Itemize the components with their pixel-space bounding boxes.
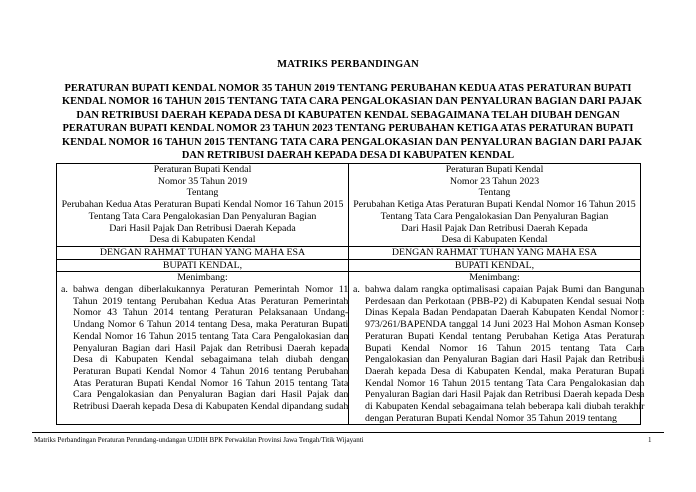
- right-item-line: Perdesaan dan Perkotaan (PBB-P2) di Kabupaten Kendal sesuai Nota: [365, 295, 645, 307]
- left-item-line: Undang Nomor 6 Tahun 2014 tentang Desa, maka Peraturan Bupati: [73, 319, 349, 331]
- right-header-line: Peraturan Bupati Kendal: [445, 164, 544, 175]
- right-item-line: Dinas Kepala Badan Pendapatan Daerah Kabupaten Kendal Nomor :: [365, 307, 645, 319]
- footer-divider: [32, 432, 664, 433]
- right-header-line: Perubahan Ketiga Atas Peraturan Bupati Kendal Nomor 16 Tahun 2015: [353, 199, 636, 211]
- left-item-line: Cara Pengalokasian dan Penyaluran Bagian dari Hasil Pajak dan: [73, 389, 349, 401]
- right-header-cell: [349, 164, 641, 247]
- left-header-line: Tentang Tata Cara Pengalokasian Dan Penyaluran Bagian: [88, 210, 317, 222]
- table-row: [57, 259, 641, 272]
- right-header-line: Nomor 23 Tahun 2023: [449, 175, 540, 187]
- page-number: 1: [648, 436, 652, 444]
- right-item-line: Kendal Nomor 16 Tahun 2015 tentang Tata Cara Pengalokasian dan: [365, 377, 645, 389]
- left-item-line: Tahun 2019 tentang Perubahan Kedua Atas Peraturan Pemerintah: [73, 295, 349, 307]
- left-item-line: Penyaluran Bagian dari Hasil Pajak dan Retribusi Daerah kepada: [73, 342, 349, 354]
- left-header-line: Dari Hasil Pajak Dan Retribusi Daerah Kepada: [109, 222, 296, 234]
- right-item-line: dengan Peraturan Bupati Kendal Nomor 35 Tahun 2019 tentang: [365, 412, 617, 424]
- left-item-line: bahwa dengan diberlakukannya Peraturan Pemerintah Nomor 11: [73, 284, 349, 296]
- left-header-line: Peraturan Bupati Kendal: [153, 164, 252, 175]
- left-rahmat-cell: DENGAN RAHMAT TUHAN YANG MAHA ESA: [57, 246, 349, 259]
- left-menimbang-item: [61, 284, 349, 413]
- left-header-line: Nomor 35 Tahun 2019: [157, 175, 248, 187]
- right-header-line: Dari Hasil Pajak Dan Retribusi Daerah Kepada: [401, 222, 588, 234]
- heading-line: KENDAL NOMOR 16 TAHUN 2015 TENTANG TATA CARA PENGALOKASIAN DAN PENYALURAN BAGIAN DARI PAJAK: [62, 136, 643, 148]
- right-item-line: Pengalokasian dan Penyaluran Bagian dari Hasil Pajak dan Retribusi: [365, 354, 645, 366]
- left-header-line: Perubahan Kedua Atas Peraturan Bupati Kendal Nomor 16 Tahun 2015: [61, 199, 344, 211]
- left-item-line: Peraturan Bupati Kendal Nomor 4 Tahun 2016 tentang Perubahan: [73, 365, 349, 377]
- left-item-line: Nomor 43 Tahun 2014 tentang Peraturan Pelaksanaan Undang-: [73, 307, 349, 319]
- document-heading: [62, 82, 643, 162]
- table-row: [57, 272, 641, 425]
- right-header-line: Tentang: [478, 187, 511, 199]
- left-header-line: Desa di Kabupaten Kendal: [149, 234, 256, 246]
- right-item-line: 973/261/BAPENDA tanggal 14 Juni 2023 Hal Mohon Asman Konsep: [365, 319, 645, 331]
- heading-line: PERATURAN BUPATI KENDAL NOMOR 35 TAHUN 2019 TENTANG PERUBAHAN KEDUA ATAS PERATURAN BUPATI: [64, 83, 632, 94]
- table-row: [57, 164, 641, 247]
- left-item-line: Retribusi Daerah kepada Desa di Kabupaten Kendal dipandang sudah: [73, 401, 349, 413]
- right-header-line: Tentang Tata Cara Pengalokasian Dan Penyaluran Bagian: [380, 210, 609, 222]
- right-rahmat-cell: DENGAN RAHMAT TUHAN YANG MAHA ESA: [349, 246, 641, 259]
- right-menimbang-item: [353, 284, 645, 424]
- heading-line: PERATURAN BUPATI KENDAL NOMOR 23 TAHUN 2023 TENTANG PERUBAHAN KETIGA ATAS PERATURAN BUPATI: [62, 123, 634, 135]
- right-item-number: a.: [353, 284, 360, 296]
- left-header-line: Tentang: [186, 187, 219, 199]
- right-bupati-cell: BUPATI KENDAL,: [349, 259, 641, 272]
- left-menimbang-cell: [57, 272, 349, 425]
- heading-line: DAN RETRIBUSI DAERAH KEPADA DESA DI KABUPATEN KENDAL SEBAGAIMANA TELAH DIUBAH DENGAN: [76, 109, 620, 121]
- right-item-line: di Kabupaten Kendal sebagaimana telah beberapa kali diubah terakhir: [365, 401, 645, 413]
- document-title: MATRIKS PERBANDINGAN: [277, 59, 419, 70]
- left-menimbang-label: Menimbang:: [177, 272, 228, 284]
- right-menimbang-cell: [349, 272, 645, 425]
- right-item-line: bahwa dalam rangka optimalisasi capaian Pajak Bumi dan Bangunan: [365, 284, 645, 296]
- right-item-text: [365, 284, 644, 424]
- footer-text: Matriks Perbandingan Peraturan Perundang-undangan UJDIH BPK Perwakilan Provinsi Jawa Tengah/Titik Wijayanti: [34, 436, 364, 444]
- right-item-line: Penyaluran Bagian dari Hasil Pajak dan Retribusi Daerah kepada Desa: [365, 389, 645, 401]
- left-item-line: Desa di Kabupaten Kendal sebagaimana telah diubah dengan: [73, 354, 349, 366]
- left-item-number: a.: [61, 284, 68, 296]
- right-item-line: Daerah kepada Desa di Kabupaten Kendal, maka Peraturan Bupati: [365, 365, 645, 377]
- heading-line: KENDAL NOMOR 16 TAHUN 2015 TENTANG TATA CARA PENGALOKASIAN DAN PENYALURAN BAGIAN DARI PAJAK: [62, 96, 643, 108]
- left-item-line: Atas Peraturan Bupati Kendal Nomor 16 Tahun 2015 tentang Tata: [73, 377, 349, 389]
- comparison-table: [56, 163, 645, 425]
- right-header-line: Desa di Kabupaten Kendal: [441, 234, 548, 246]
- left-header-cell: [57, 164, 349, 247]
- left-bupati-cell: BUPATI KENDAL,: [57, 259, 349, 272]
- table-row: [57, 246, 641, 259]
- right-item-line: Peraturan Bupati Kendal tentang Perubahan Ketiga Atas Peraturan: [365, 330, 645, 342]
- left-item-line: Kendal Nomor 16 Tahun 2015 tentang Tata Cara Pengalokasian dan: [73, 330, 349, 342]
- right-item-line: Bupati Kendal Nomor 16 Tahun 2015 tentang Tata Cara: [365, 342, 645, 354]
- left-item-text: [73, 284, 348, 413]
- right-menimbang-label: Menimbang:: [469, 272, 520, 284]
- heading-line: DAN RETRIBUSI DAERAH KEPADA DESA DI KABUPATEN KENDAL: [181, 150, 515, 162]
